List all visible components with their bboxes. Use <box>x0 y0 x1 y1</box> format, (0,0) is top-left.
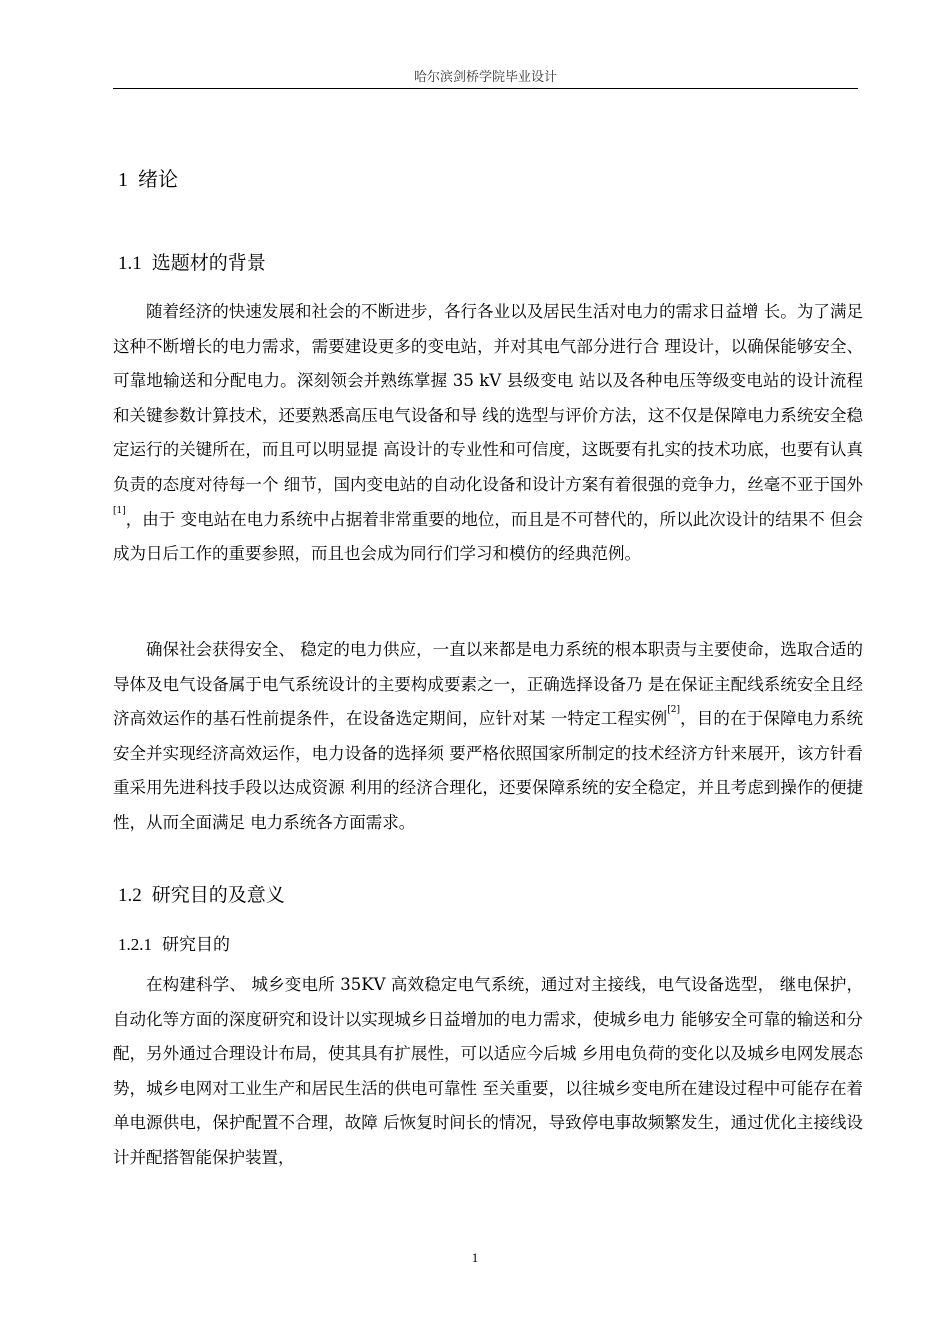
section-1-2-1-heading <box>118 930 230 955</box>
page-header-title: 哈尔滨剑桥学院毕业设计 <box>413 70 557 85</box>
page-number: 1 <box>471 1250 479 1265</box>
section-1-2-heading <box>118 880 285 907</box>
section-1-2-1-title: 研究目的 <box>162 935 230 955</box>
section-1-1-heading <box>118 248 266 275</box>
chapter-number: 1 <box>118 169 128 191</box>
section-1-1-paragraph-1 <box>113 295 863 572</box>
paragraph-text: ，目的在于保障电力系统安全并实现经济高效运作，电力设备的选择须 要严格依照国家所制定的技术经济方针来展开，该方针看重采用先进科技手段以达成资源 利用的经济合理化，还要保障系统的安全稳定，并且考虑到操作的便捷性，从而全面满足 电力系统各方面需求。 <box>113 709 863 832</box>
section-1-1-number: 1.1 <box>118 253 142 274</box>
paragraph-text: ，由于 变电站在电力系统中占据着非常重要的地位，而且是不可替代的，所以此次设计的结果不 但会成为日后工作的重要参照，而且也会成为同行们学习和模仿的经典范例。 <box>113 509 863 564</box>
paragraph-text: 随着经济的快速发展和社会的不断进步，各行各业以及居民生活对电力的需求日益增 长。为了满足这种不断增长的电力需求，需要建设更多的变电站，并对其电气部分进行合 理设计，以确保能够安全、可靠地输送和分配电力。深刻领会并熟练掌握 35 kV 县级变电 站以及各种电压等级变电站的设计流程和关键参数计算技术，还要熟悉高压电气设备和导 线的选型与评价方法，这不仅是保障电力系统安全稳定运行的关键所在，而且可以明显提 高设计的专业性和可信度，这既要有扎实的技术功底，也要有认真负责的态度对待每一个 细节，国内变电站的自动化设备和设计方案有着很强的竞争力，丝毫不亚于国外 <box>113 302 863 494</box>
paragraph-text: 确保社会获得安全、 稳定的电力供应，一直以来都是电力系统的根本职责与主要使命，选取合适的导体及电气设备属于电气系统设计的主要构成要素之一，正确选择设备乃 是在保证主配线系统安全且经济高效运作的基石性前提条件，在设备选定期间，应针对某 一特定工程实例 <box>113 640 863 729</box>
citation-ref-1: [1] <box>113 505 126 516</box>
section-1-2-number: 1.2 <box>118 885 142 906</box>
section-1-2-1-paragraph-1: 在构建科学、 城乡变电所 35KV 高效稳定电气系统，通过对主接线，电气设备选型， 继电保护，自动化等方面的深度研究和设计以实现城乡日益增加的电力需求，使城乡电力 能够安全可靠的输送和分配，另外通过合理设计布局，使其具有扩展性，可以适应今后城 乡用电负荷的变化以及城乡电网发展态势，城乡电网对工业生产和居民生活的供电可靠性 至关重要，以往城乡变电所在建设过程中可能存在着单电源供电，保护配置不合理，故障 后恢复时间长的情况，导致停电事故频繁发生，通过优化主接线设计并配搭智能保护装置， <box>113 975 863 1167</box>
section-1-1-title: 选题材的背景 <box>151 252 266 274</box>
citation-ref-2: [2] <box>667 705 681 716</box>
chapter-heading <box>118 163 178 192</box>
section-1-1-paragraph-2 <box>113 633 863 841</box>
section-1-2-title: 研究目的及意义 <box>151 884 285 906</box>
chapter-title: 绪论 <box>138 167 178 191</box>
section-1-2-1-number: 1.2.1 <box>118 935 152 954</box>
header-divider <box>113 88 858 89</box>
